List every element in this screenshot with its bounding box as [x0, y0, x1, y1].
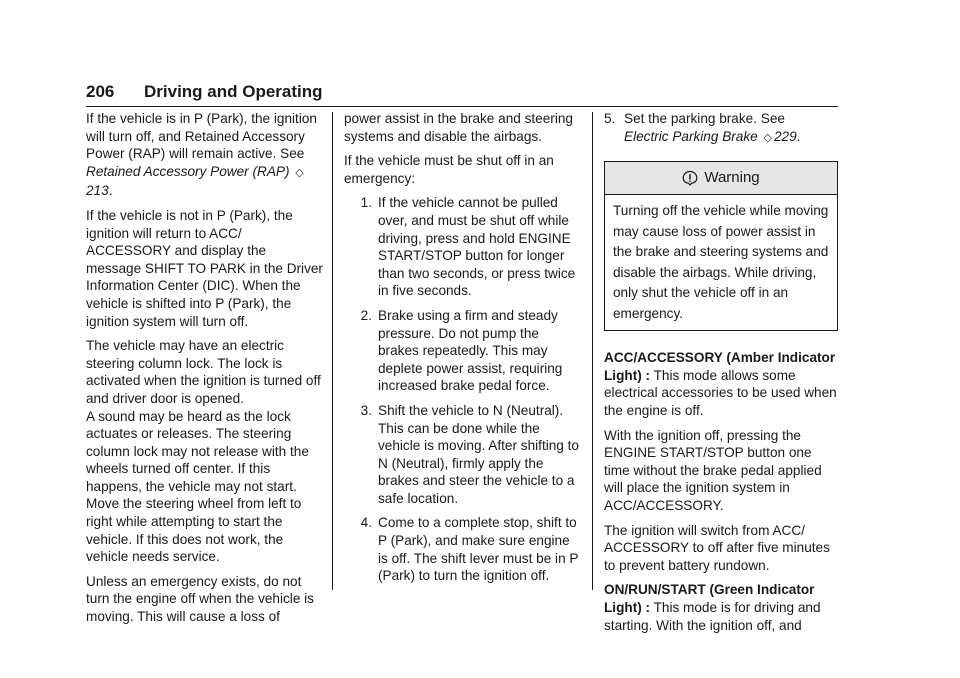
list-item: 3. Shift the vehicle to N (Neutral). This can be done while the vehicle is moving. After shifting to N (Neutral), firmly apply the brakes and steer the vehicle to a safe location.: [360, 402, 579, 506]
column-divider: [592, 112, 593, 590]
paragraph-on-run-start: ON/RUN/START (Green Indicator Light) : This mode is for driving and starting. With the ignition off, and: [604, 582, 821, 633]
paragraph-power-assist: power assist in the brake and steering systems and disable the airbags.: [344, 111, 573, 144]
warning-title: Warning: [704, 169, 760, 187]
paragraph-emergency: Unless an emergency exists, do not turn the engine off when the vehicle is moving. This will cause a loss of: [86, 573, 314, 625]
page-reference[interactable]: 213: [86, 183, 109, 199]
page-number: 206: [86, 82, 115, 101]
on-run-start-term: ON/RUN/START (Green Indicator Light) :: [604, 582, 815, 615]
shutoff-steps: [344, 194, 582, 584]
cross-reference-link[interactable]: Retained Accessory Power (RAP): [86, 163, 290, 179]
paragraph-emergency-shutoff: If the vehicle must be shut off in an emergency:: [344, 153, 554, 186]
column-divider: [332, 112, 333, 590]
paragraph-ignition-switch: The ignition will switch from ACC/ ACCESSORY to off after five minutes to prevent battery rundown.: [604, 522, 830, 573]
page-reference-icon: ◇: [763, 131, 772, 144]
paragraph-park-ignition: If the vehicle is in P (Park), the ignition will turn off, and Retained Accessory Power (RAP) will remain active. See Retained Accessory Power (RAP) ◇213.: [86, 111, 317, 199]
column-1: [86, 110, 324, 633]
list-item: 2. Brake using a firm and steady pressure. Do not pump the brakes repeatedly. This may deplete power assist, requiring increased brake pedal force.: [360, 307, 563, 394]
acc-term: ACC/ACCESSORY (Amber Indicator Light) :: [604, 350, 836, 383]
paragraph-not-park: If the vehicle is not in P (Park), the ignition will return to ACC/ ACCESSORY and display the message SHIFT TO PARK in the Driver Information Center (DIC). When the vehicle is shifted into P (Park), the ignition system will turn off.: [86, 207, 323, 329]
paragraph-ignition-off: With the ignition off, pressing the ENGINE START/STOP button one time without the brake pedal applied will place the ignition system in ACC/ACCESSORY.: [604, 427, 822, 513]
header-rule: [86, 106, 838, 107]
paragraph-steering-lock: The vehicle may have an electric steering column lock. The lock is activated when the ignition is turned off and driver door is opened.: [86, 338, 321, 406]
page-reference[interactable]: 229: [773, 128, 797, 144]
paragraph-acc-mode: ACC/ACCESSORY (Amber Indicator Light) : This mode allows some electrical accessories to be used when the engine is off.: [604, 350, 837, 418]
cross-reference-link[interactable]: Electric Parking Brake: [624, 128, 758, 144]
paragraph-lock-sound: A sound may be heard as the lock actuates or releases. The steering column lock may not release with the wheels turned off center. If this happens, the vehicle may not start. Move the steering wheel from left to right while attempting to start the vehicle. If this does not work, the vehicle needs service.: [86, 408, 309, 565]
warning-icon: [682, 170, 698, 186]
warning-box: [604, 161, 838, 331]
list-item: 1. If the vehicle cannot be pulled over, and must be shut off while driving, press and hold ENGINE START/STOP button for longer than two seconds, or press twice in five seconds.: [360, 195, 576, 299]
column-2: [344, 110, 582, 592]
list-item: 4. Come to a complete stop, shift to P (Park), and make sure engine is off. The shift lever must be in P (Park) to turn the ignition off.: [360, 515, 579, 584]
column-3: [604, 110, 838, 641]
list-item: 5. Set the parking brake. See Electric Parking Brake ◇ 229.: [604, 110, 838, 147]
page-header: [86, 82, 838, 106]
warning-header: [605, 162, 837, 195]
page-reference-icon: ◇: [295, 166, 304, 179]
section-title: Driving and Operating: [144, 82, 323, 101]
warning-text: Turning off the vehicle while moving may cause loss of power assist in the brake and steering systems and disable the airbags. While driving, only shut the vehicle off in an emergency.: [613, 203, 829, 321]
